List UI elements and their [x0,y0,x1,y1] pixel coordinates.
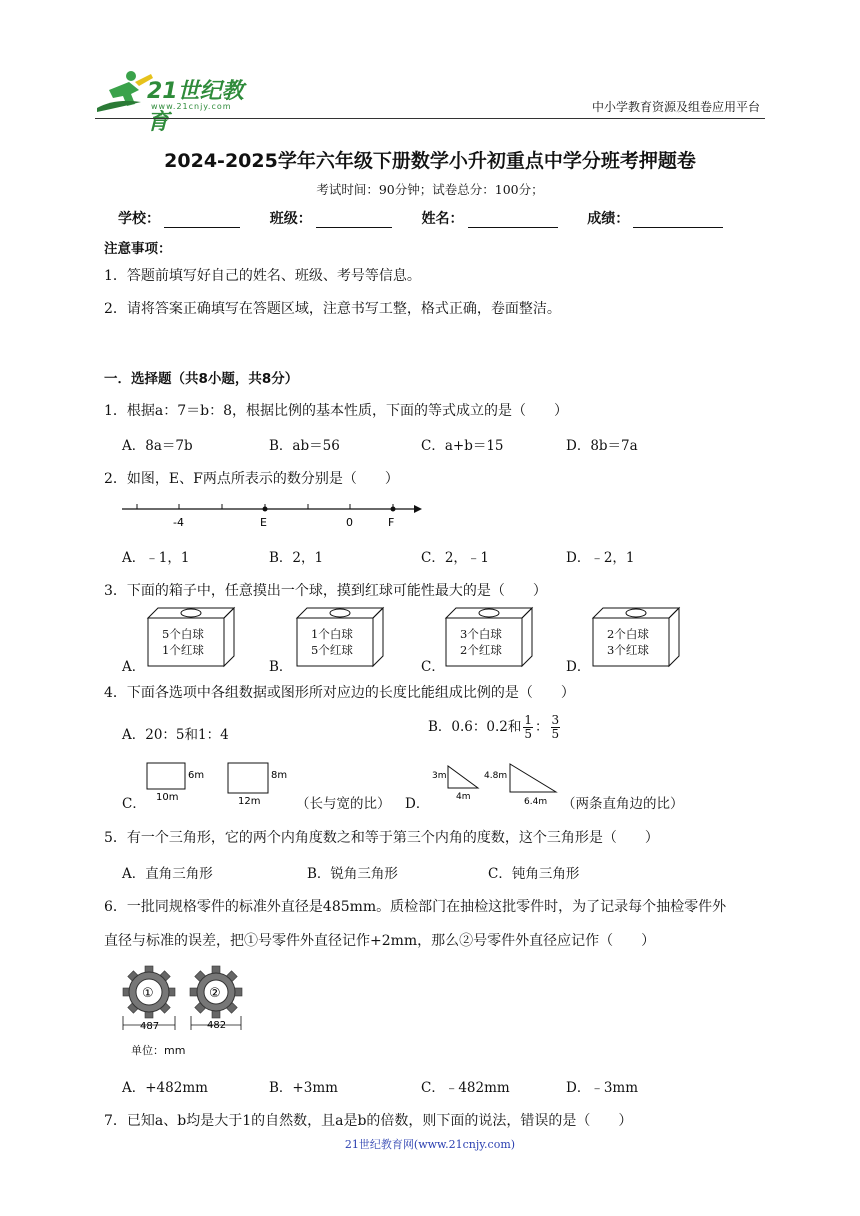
exam-title: 2024-2025学年六年级下册数学小升初重点中学分班考押题卷 [164,150,696,172]
q2-option-c[interactable]: C．2，﹣1 [421,550,490,566]
notes-title: 注意事项： [104,241,172,257]
fraction-1-5: $\frac{1}{5}$ [524,713,533,741]
q5-option-b[interactable]: B．锐角三角形 [307,866,398,882]
number-line [118,498,428,532]
q4-option-d[interactable]: D． [405,796,430,812]
q6-option-a[interactable]: A．+482mm [122,1080,208,1096]
svg-text:3m: 3m [432,771,447,781]
q6-stem-line1: 6．一批同规格零件的标准外直径是485mm。质检部门在抽检这批零件时，为了记录每个抽检零件外 [104,899,727,915]
q1-stem: 1．根据a：7＝b：8，根据比例的基本性质，下面的等式成立的是（ ） [104,403,569,419]
q4-stem: 4．下面各选项中各组数据或图形所对应边的长度比能组成比例的是（ ） [104,685,575,701]
note-2: 2．请将答案正确填写在答题区域，注意书写工整，格式正确，卷面整洁。 [104,301,561,317]
class-blank[interactable] [316,213,392,228]
box-c [444,606,534,668]
name-label: 姓名： [421,211,464,227]
q6-unit: 单位：mm [131,1044,186,1057]
q2-option-b[interactable]: B．2，1 [269,550,324,566]
q5-option-a[interactable]: A．直角三角形 [122,866,213,882]
svg-text:①: ① [142,986,154,1001]
q4-option-b[interactable] [428,714,562,741]
q2-option-d[interactable]: D．﹣2，1 [566,550,635,566]
q4-option-c-note: （长与宽的比） [296,796,391,812]
school-label: 学校： [118,211,160,227]
q1-option-c[interactable]: C．a+b＝15 [421,438,504,454]
q1-option-b[interactable]: B．ab＝56 [269,438,340,454]
svg-text:8m: 8m [271,770,288,781]
q1-option-d[interactable]: D．8b＝7a [566,438,638,454]
q3-option-c[interactable]: C． [421,659,445,675]
q1-option-a[interactable]: A．8a＝7b [122,438,193,454]
q4-rectangles [144,760,294,806]
section-title: 一．选择题（共8小题，共8分） [104,371,299,387]
score-label: 成绩： [587,211,630,227]
class-label: 班级： [269,211,312,227]
school-blank[interactable] [164,213,240,228]
q4-option-d-note: （两条直角边的比） [562,796,684,812]
q3-option-a[interactable]: A． [122,659,146,675]
svg-text:482: 482 [207,1020,227,1031]
student-fields [118,208,723,228]
q5-option-c[interactable]: C．钝角三角形 [488,866,580,882]
logo [95,68,265,135]
q4-option-b-prefix: B．0.6：0.2和 [428,719,522,735]
note-1: 1．答题前填写好自己的姓名、班级、考号等信息。 [104,268,421,284]
q6-option-d[interactable]: D．﹣3mm [566,1080,639,1096]
gears-figure [118,962,258,1034]
logo-text: 21世纪教育 [147,79,244,135]
svg-text:6m: 6m [188,770,205,781]
box-d-line2: 3个红球 [607,643,649,657]
box-b-line1: 1个白球 [311,627,353,641]
platform-name: 中小学教育资源及组卷应用平台 [591,100,760,114]
axis-label-neg4: -4 [173,516,184,529]
svg-text:②: ② [209,986,221,1001]
box-d-line1: 2个白球 [607,627,649,641]
q4-triangles [428,758,568,808]
q2-stem: 2．如图，E、F两点所表示的数分别是（ ） [104,471,399,487]
q3-option-d[interactable]: D． [566,659,591,675]
box-b-line2: 5个红球 [311,643,353,657]
box-a-line1: 5个白球 [162,627,204,641]
q3-option-b[interactable]: B． [269,659,293,675]
logo-url: www.21cnjy.com [151,102,232,111]
exam-info: 考试时间：90分钟；试卷总分：100分； [316,182,544,197]
axis-label-f: F [388,516,395,529]
box-a [146,606,236,668]
footer: 21世纪教育网(www.21cnjy.com) [344,1138,516,1151]
svg-text:12m: 12m [238,796,261,806]
q4-option-c[interactable]: C． [122,796,146,812]
fraction-3-5: $\frac{3}{5}$ [551,713,560,741]
box-b [295,606,385,668]
gear-icon [190,966,242,1018]
q7-stem: 7．已知a、b均是大于1的自然数，且a是b的倍数，则下面的说法，错误的是（ ） [104,1113,633,1129]
svg-text:4m: 4m [456,792,471,802]
q6-option-b[interactable]: B．+3mm [269,1080,338,1096]
q3-stem: 3．下面的箱子中，任意摸出一个球，摸到红球可能性最大的是（ ） [104,583,547,599]
q2-option-a[interactable]: A．﹣1，1 [122,550,190,566]
svg-text:6.4m: 6.4m [524,797,548,807]
runner-logo-icon [95,68,155,114]
svg-text:487: 487 [140,1021,160,1032]
axis-label-0: 0 [346,516,353,529]
box-c-line2: 2个红球 [460,643,502,657]
q6-option-c[interactable]: C．﹣482mm [421,1080,510,1096]
svg-text:4.8m: 4.8m [484,771,508,781]
box-a-line2: 1个红球 [162,643,204,657]
q6-stem-line2: 直径与标准的误差，把①号零件外直径记作+2mm，那么②号零件外直径应记作（ ） [104,933,656,949]
q4-option-a[interactable]: A．20：5和1：4 [122,727,229,743]
header-divider [95,118,765,119]
q5-stem: 5．有一个三角形，它的两个内角度数之和等于第三个内角的度数，这个三角形是（ ） [104,830,659,846]
gear-icon [123,966,175,1018]
q4-option-b-colon: ： [535,719,549,735]
score-blank[interactable] [633,213,723,228]
name-blank[interactable] [468,213,558,228]
box-c-line1: 3个白球 [460,627,502,641]
axis-label-e: E [260,516,267,529]
box-d [591,606,681,668]
svg-text:10m: 10m [156,792,179,803]
